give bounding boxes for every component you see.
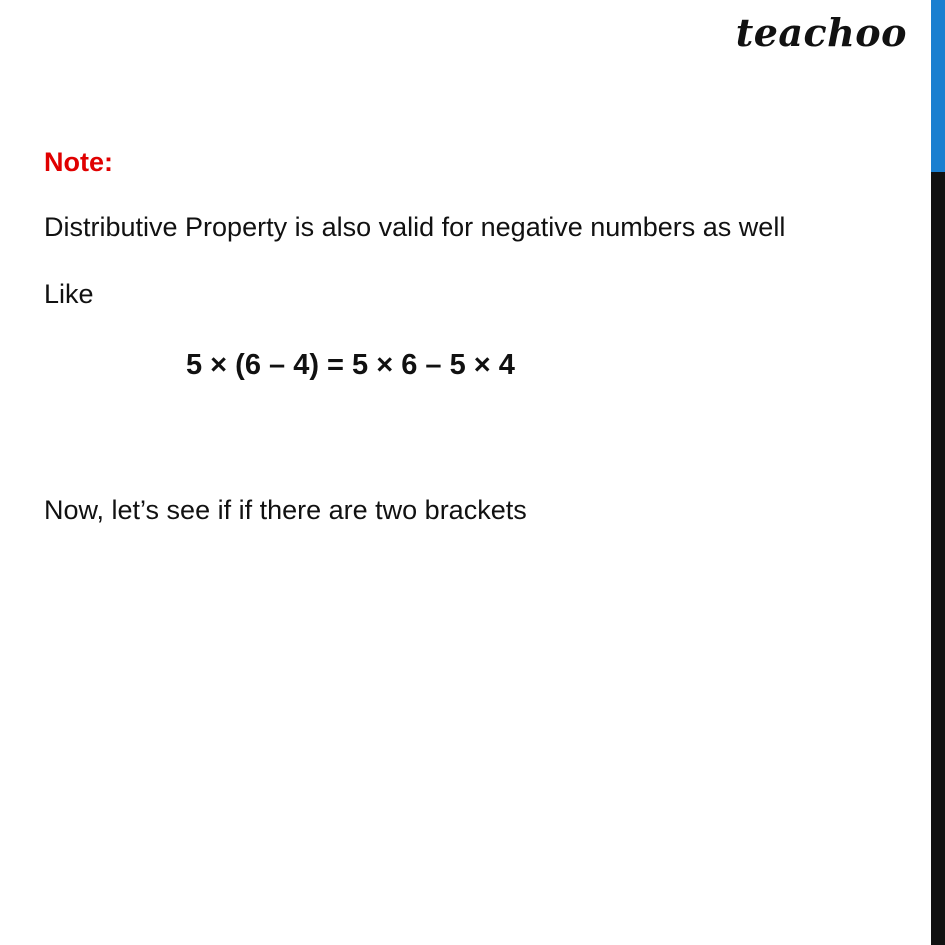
note-label: Note: — [44, 147, 113, 177]
equation: 5 × (6 – 4) = 5 × 6 – 5 × 4 — [186, 349, 515, 381]
teachoo-logo: teachoo — [735, 10, 907, 55]
like-label: Like — [44, 279, 94, 309]
side-bar-accent — [931, 0, 945, 172]
statement-text: Distributive Property is also valid for negative numbers as well — [44, 212, 786, 242]
followup-text: Now, let’s see if if there are two brackets — [44, 495, 527, 525]
